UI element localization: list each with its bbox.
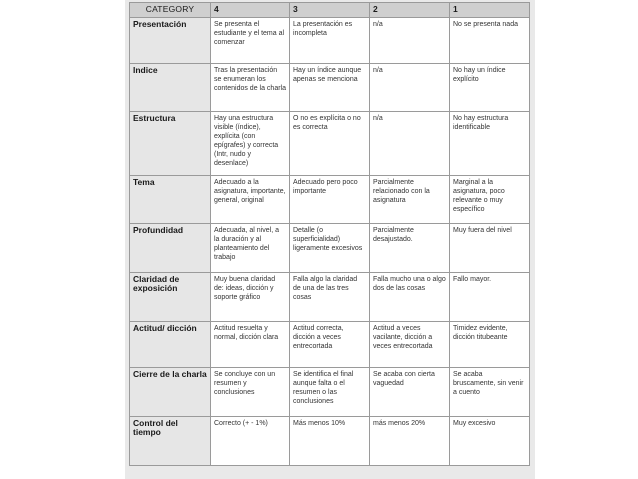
table-cell: n/a (370, 112, 450, 176)
table-cell: Se acaba bruscamente, sin venir a cuento (450, 368, 530, 417)
table-cell: Se acaba con cierta vaguedad (370, 368, 450, 417)
header-row (130, 3, 530, 18)
table-row (130, 273, 530, 322)
table-cell: Hay un índice aunque apenas se menciona (290, 64, 370, 112)
row-category: Control del tiempo (130, 417, 211, 466)
column-header-score-4: 4 (211, 3, 290, 18)
table-cell: Hay una estructura visible (índice), explícita (con epígrafes) y correcta (Intr, nudo y desenlace) (211, 112, 290, 176)
table-cell: No hay un índice explícito (450, 64, 530, 112)
table-cell: Fallo mayor. (450, 273, 530, 322)
table-cell: más menos 20% (370, 417, 450, 466)
row-category: Actitud/ dicción (130, 322, 211, 368)
column-header-score-2: 2 (370, 3, 450, 18)
table-cell: Se presenta el estudiante y el tema al comenzar (211, 18, 290, 64)
row-category: Estructura (130, 112, 211, 176)
table-cell: No se presenta nada (450, 18, 530, 64)
rubric-table (129, 2, 530, 466)
table-cell: Tras la presentación se enumeran los contenidos de la charla (211, 64, 290, 112)
table-cell: Más menos 10% (290, 417, 370, 466)
row-category: Indice (130, 64, 211, 112)
table-cell: Actitud resuelta y normal, dicción clara (211, 322, 290, 368)
rubric-page (125, 0, 535, 479)
row-category: Presentación (130, 18, 211, 64)
table-cell: n/a (370, 18, 450, 64)
table-cell: Muy buena claridad de: ideas, dicción y soporte gráfico (211, 273, 290, 322)
table-row (130, 368, 530, 417)
table-cell: Adecuada, al nivel, a la duración y al planteamiento del trabajo (211, 224, 290, 273)
table-cell: Detalle (o superficialidad) ligeramente excesivos (290, 224, 370, 273)
table-row (130, 18, 530, 64)
table-cell: Muy fuera del nivel (450, 224, 530, 273)
column-header-score-3: 3 (290, 3, 370, 18)
table-cell: Se concluye con un resumen y conclusiones (211, 368, 290, 417)
table-row (130, 224, 530, 273)
table-cell: Se identifica el final aunque falta o el resumen o las conclusiones (290, 368, 370, 417)
table-row (130, 112, 530, 176)
row-category: Cierre de la charla (130, 368, 211, 417)
row-category: Profundidad (130, 224, 211, 273)
table-cell: La presentación es incompleta (290, 18, 370, 64)
table-cell: No hay estructura identificable (450, 112, 530, 176)
column-header-score-1: 1 (450, 3, 530, 18)
table-cell: O no es explícita o no es correcta (290, 112, 370, 176)
table-row (130, 176, 530, 224)
row-category: Claridad de exposición (130, 273, 211, 322)
table-cell: Falla mucho una o algo dos de las cosas (370, 273, 450, 322)
table-cell: Parcialmente relacionado con la asignatura (370, 176, 450, 224)
table-row (130, 64, 530, 112)
row-category: Tema (130, 176, 211, 224)
table-cell: Adecuado a la asignatura, importante, general, original (211, 176, 290, 224)
table-cell: Actitud a veces vacilante, dicción a veces entrecortada (370, 322, 450, 368)
table-cell: n/a (370, 64, 450, 112)
table-cell: Muy excesivo (450, 417, 530, 466)
table-cell: Timidez evidente, dicción titubeante (450, 322, 530, 368)
table-row (130, 417, 530, 466)
table-row (130, 322, 530, 368)
table-cell: Actitud correcta, dicción a veces entrecortada (290, 322, 370, 368)
table-cell: Correcto (+ - 1%) (211, 417, 290, 466)
table-cell: Parcialmente desajustado. (370, 224, 450, 273)
table-cell: Falla algo la claridad de una de las tres cosas (290, 273, 370, 322)
table-cell: Marginal a la asignatura, poco relevante o muy específico (450, 176, 530, 224)
table-cell: Adecuado pero poco importante (290, 176, 370, 224)
column-header-category: CATEGORY (130, 3, 211, 18)
